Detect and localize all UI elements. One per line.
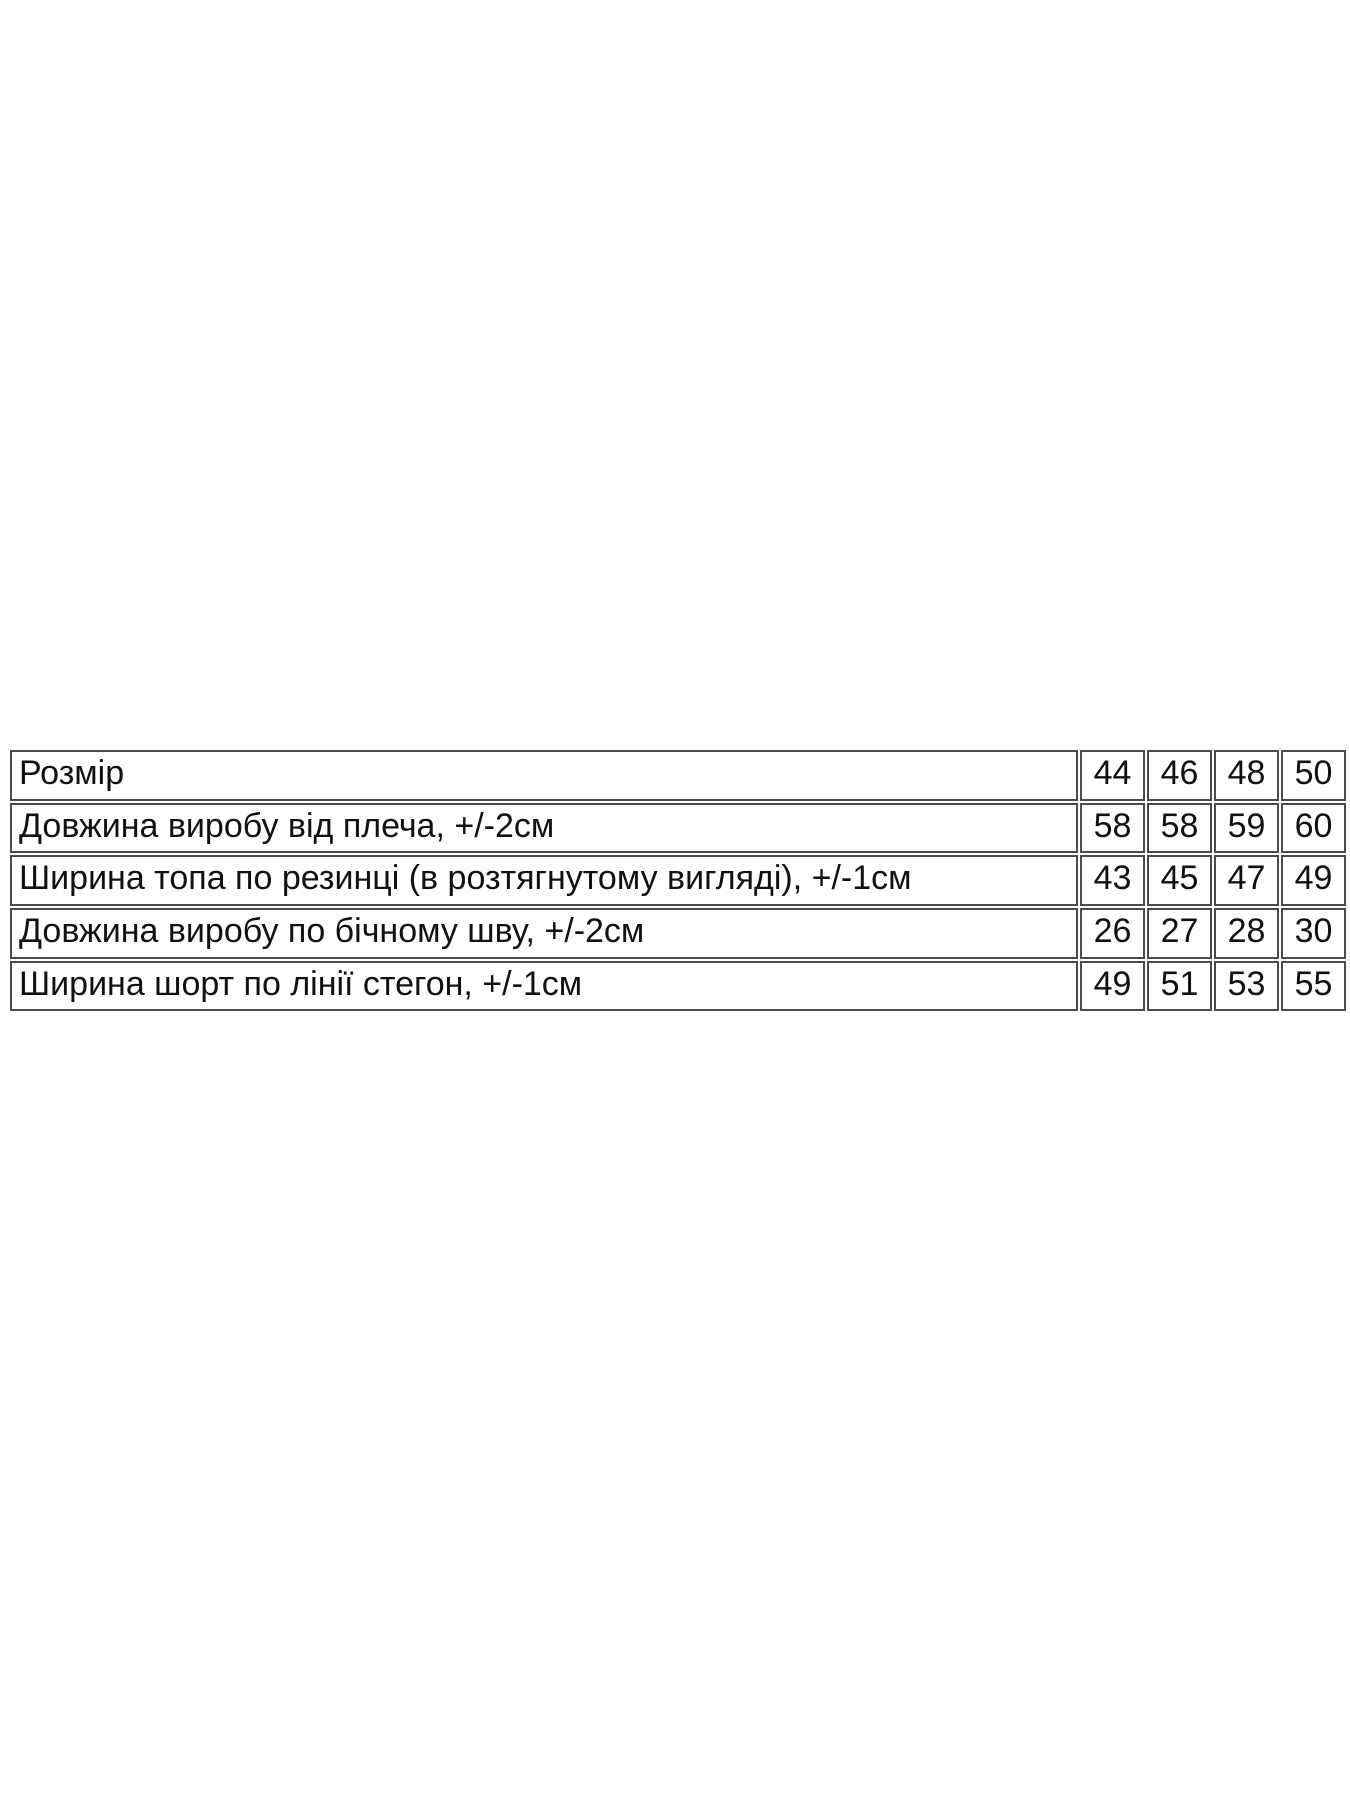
table-row [10,961,1346,1012]
row-value: 58 [1147,803,1212,854]
table-row [10,908,1346,959]
row-value: 49 [1281,855,1346,906]
table-row [10,855,1346,906]
row-value: 26 [1080,908,1145,959]
row-label: Розмір [10,750,1078,801]
table-row [10,803,1346,854]
row-value: 55 [1281,961,1346,1012]
row-value: 60 [1281,803,1346,854]
row-value: 51 [1147,961,1212,1012]
row-value: 30 [1281,908,1346,959]
row-value: 46 [1147,750,1212,801]
row-value: 28 [1214,908,1279,959]
row-value: 44 [1080,750,1145,801]
size-chart-table [8,748,1348,1013]
row-value: 27 [1147,908,1212,959]
row-label: Довжина виробу по бічному шву, +/-2см [10,908,1078,959]
row-value: 43 [1080,855,1145,906]
size-chart-container [8,748,1348,1013]
row-value: 53 [1214,961,1279,1012]
row-label: Ширина топа по резинці (в розтягнутому вигляді), +/-1см [10,855,1078,906]
row-value: 48 [1214,750,1279,801]
row-label: Ширина шорт по лінії стегон, +/-1см [10,961,1078,1012]
row-value: 58 [1080,803,1145,854]
row-value: 59 [1214,803,1279,854]
table-row [10,750,1346,801]
row-value: 50 [1281,750,1346,801]
row-value: 47 [1214,855,1279,906]
row-value: 49 [1080,961,1145,1012]
row-label: Довжина виробу від плеча, +/-2см [10,803,1078,854]
row-value: 45 [1147,855,1212,906]
